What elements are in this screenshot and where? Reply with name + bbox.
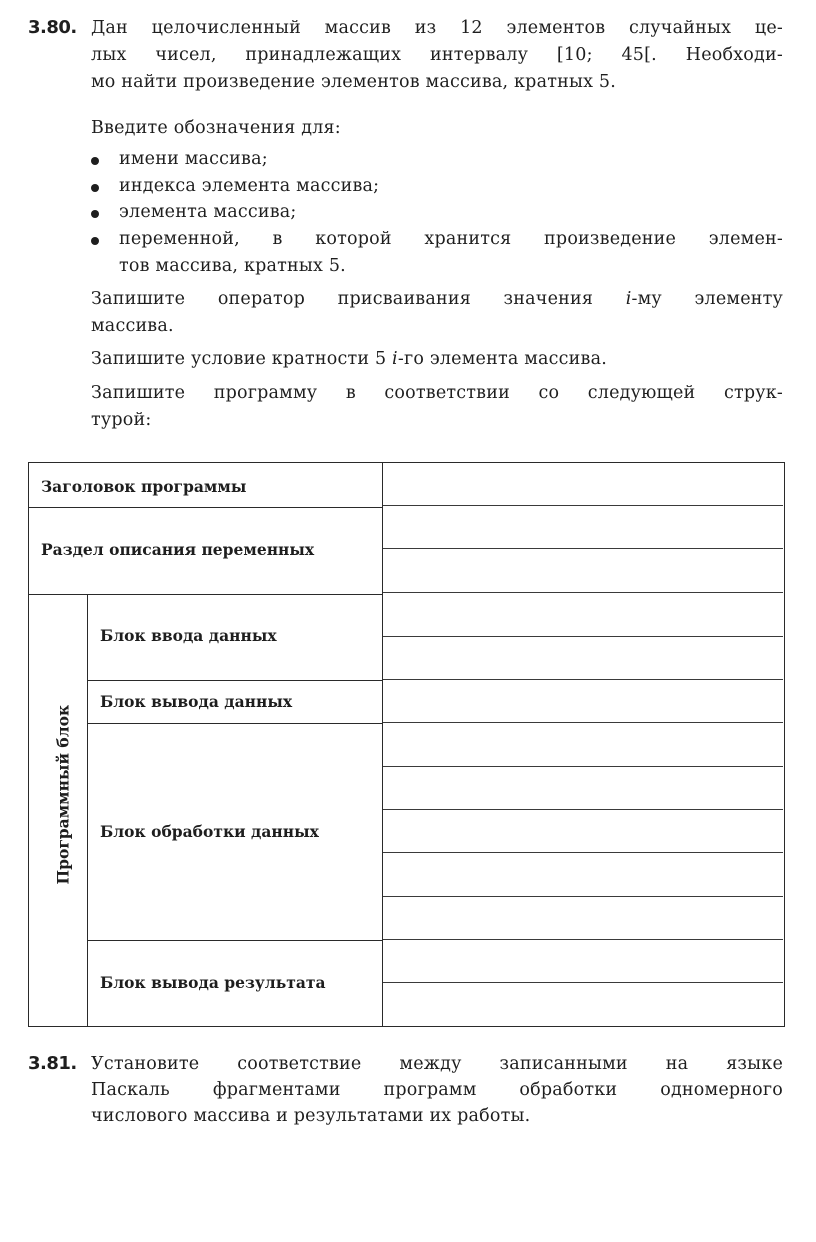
- section-divider: [87, 723, 383, 724]
- bullet-item: индекса элемента массива;: [119, 176, 380, 196]
- answer-line[interactable]: [383, 982, 783, 983]
- answer-line[interactable]: [383, 896, 783, 897]
- program-instruction-cont: турой:: [91, 410, 152, 430]
- processing-block-label: Блок обработки данных: [100, 822, 319, 841]
- bullet-icon: [91, 184, 99, 192]
- bullet-icon: [91, 210, 99, 218]
- bullet-icon: [91, 157, 99, 165]
- answer-line[interactable]: [383, 722, 783, 723]
- program-instruction: Запишите программу в соответствии со следующей струк-: [91, 383, 783, 403]
- problem-text-line: числового массива и результатами их работы.: [91, 1106, 531, 1126]
- section-divider: [87, 680, 383, 681]
- answer-line[interactable]: [383, 679, 783, 680]
- answer-line[interactable]: [383, 592, 783, 593]
- declarations-label: Раздел описания переменных: [41, 540, 315, 559]
- condition-instruction: Запишите условие кратности 5 i-го элемента массива.: [91, 349, 607, 369]
- output-block-label: Блок вывода данных: [100, 692, 293, 711]
- program-block-divider: [87, 594, 88, 1027]
- bullet-item: переменной, в которой хранится произведение элемен-: [119, 229, 783, 249]
- answer-line[interactable]: [383, 766, 783, 767]
- section-divider: [87, 940, 383, 941]
- bullet-icon: [91, 237, 99, 245]
- problem-text-line: Паскаль фрагментами программ обработки одномерного: [91, 1080, 783, 1100]
- problem-number: 3.80.: [28, 17, 77, 38]
- result-block-label: Блок вывода результата: [100, 973, 326, 992]
- assign-instruction: Запишите оператор присваивания значения i-му элементу: [91, 289, 783, 309]
- bullet-item: элемента массива;: [119, 202, 297, 222]
- column-divider: [382, 462, 383, 1027]
- intro-text: Введите обозначения для:: [91, 118, 341, 138]
- answer-line[interactable]: [383, 505, 783, 506]
- problem-number: 3.81.: [28, 1053, 77, 1074]
- answer-line[interactable]: [383, 809, 783, 810]
- bullet-item: имени массива;: [119, 149, 268, 169]
- bullet-item-continuation: тов массива, кратных 5.: [119, 256, 346, 276]
- input-block-label: Блок ввода данных: [100, 626, 277, 645]
- answer-line[interactable]: [383, 939, 783, 940]
- problem-text-line: Установите соответствие между записанными на языке: [91, 1054, 783, 1074]
- assign-instruction-cont: массива.: [91, 316, 174, 336]
- problem-text-line: Дан целочисленный массив из 12 элементов случайных це-: [91, 18, 783, 38]
- answer-line[interactable]: [383, 852, 783, 853]
- problem-text-line: лых чисел, принадлежащих интервалу [10; 45[. Необходи-: [91, 45, 783, 65]
- program-block-label: Программный блок: [53, 704, 73, 885]
- problem-text-line: мо найти произведение элементов массива, кратных 5.: [91, 72, 617, 92]
- header-label: Заголовок программы: [41, 477, 247, 496]
- section-divider: [28, 507, 383, 508]
- answer-line[interactable]: [383, 548, 783, 549]
- section-divider: [28, 594, 383, 595]
- answer-line[interactable]: [383, 636, 783, 637]
